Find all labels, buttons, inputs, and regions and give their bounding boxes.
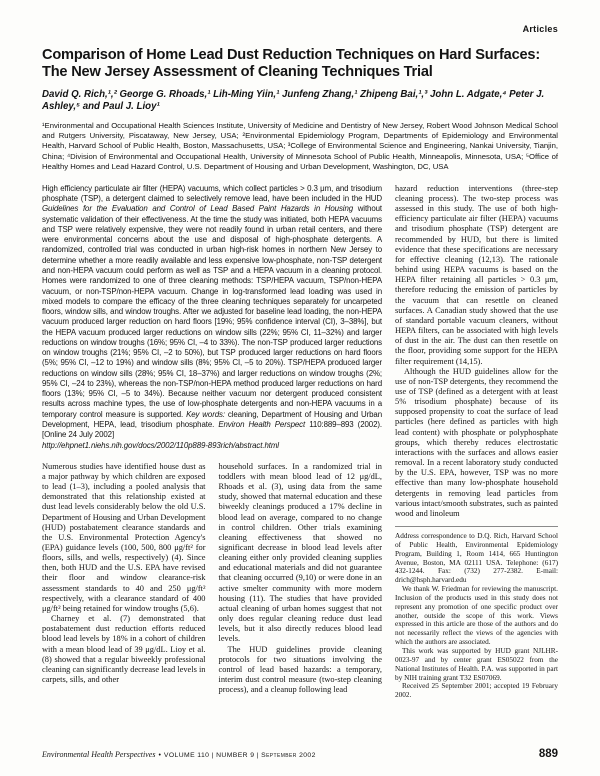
paragraph: household surfaces. In a randomized trial in toddlers with mean blood lead of 12 μg/dL, Rhoads et al. (3), using data from the same study, showed that maternal education and these biweekly cleanings produced a 17% decline in blood lead on average, compared to no change in control children. Other trials examining cleaning effectiveness that showed no significant decrease in blood lead levels after cleaning either only provided cleaning supplies and educational materials and did not guarantee that cleaning occurred (9,10) or were done in an active smelter community with more modern housing (11). The studies that have provided actual cleaning of urban homes suggest that not only does regular cleaning reduce dust lead levels, but it also directly reduces blood lead levels. [218, 461, 382, 644]
funding-note: This work was supported by HUD grant NJLHR-0023-97 and by center grant ES05022 from the National Institutes of Health. P.A. was supported in part by NIH training grant T32 ES07069. [395, 646, 558, 682]
paragraph: Charney et al. (7) demonstrated that postabatement dust reduction efforts reduced blood lead levels by 18% in a cohort of children with a mean blood lead of 39 μg/dL. Lioy et al. (8) showed that a regular biweekly professional cleaning can significantly decrease lead levels in carpets, sills, and other [42, 614, 206, 685]
article-title-line1: Comparison of Home Lead Dust Reduction Techniques on Hard Surfaces: [42, 47, 540, 63]
volume-info: VOLUME 110 | NUMBER 9 | September 2002 [163, 752, 316, 759]
abstract-text-body: without systematic validation of their effectiveness. At the time the study was initiated, both HEPA vacuums and TSP were relatively expensive, they were not readily found in urban retail centers, and there were environmental concerns about the use and disposal of high-phosphate detergents. A randomized, controlled trial was conducted in urban high-risk homes in northern New Jersey to determine whether a more readily available and less expensive low-phosphate, non-TSP detergent and non-HEPA vacuum could perform as well as TSP and a HEPA vacuum in a cleaning protocol. Homes were randomized to one of three cleaning methods: TSP/HEPA vacuum, TSP/non-HEPA vacuum, or non-TSP/non-HEPA vacuum. Change in log-transformed lead loading was used in mixed models to compare the efficacy of the three cleaning techniques separately for uncarpeted floors, window sills, and window troughs. After we adjusted for baseline lead loading, the non-HEPA vacuum produced larger reduction on hard floors [19%; 95% confidence interval (CI), 3–38%], but the HEPA vacuum produced larger reductions on window sills (22%; 95% CI, 11–32%) and larger reductions on window troughs (16%; 95% CI, –4 to 33%). The non-TSP produced larger reductions on window troughs (21%; 95% CI, –2 to 50%), but TSP produced larger reductions on hard floors (5%; 95% CI, –12 to 19%) and window sills (8%; 95% CI, –5 to 20%). TSP/HEPA produced larger reductions on window sills (28%; 95% CI, 18–37%) and larger reductions on window troughs (2%; 95% CI, –24 to 23%), whereas the non-TSP/non-HEPA method produced larger reductions on hard floors (13%; 95% CI, –5 to 34%). Because neither vacuum nor detergent produced consistent results across machine types, the use of low-phosphate detergents and non-HEPA vacuums in a temporary control measure is supported. [42, 204, 382, 419]
paragraph: Numerous studies have identified house dust as a major pathway by which children are exposed to lead (1–3), including a pooled analysis that demonstrated that this relationship existed at dust lead levels considerably below the old U.S. Department of Housing and Urban Development (HUD) postabatement clearance standards and the U.S. Environmental Protection Agency's (EPA) guidance levels (100, 500, 800 μg/ft² for floors, sills, and wells, respectively) (4). Since then, both HUD and the U.S. EPA have revised their floor and window clearance-risk assessment standards to 40 and 250 μg/ft² respectively, with a clearance standard of 400 μg/ft² being retained for window troughs (5,6). [42, 461, 206, 613]
paragraph: hazard reduction interventions (three-step cleaning process). The two-step process was assessed in this study. The use of both high-efficiency particulate air filter (HEPA) vacuums and trisodium phosphate (TSP) detergent are recommended by HUD, but there is limited evidence that these specifications are necessary for effective cleaning (12,13). The rationale behind using HEPA vacuums is based on the HEPA filter retaining all particles > 0.3 μm, therefore reducing the emission of particles by the vacuum that can resettle on cleaned surfaces. A Canadian study showed that the use of standard portable vacuum cleaners, without HEPA filters, can be associated with high levels of dust in the air. The dust can then resettle on the floor, providing some support for the HEPA filter requirement (14,15). [395, 183, 558, 366]
paragraph: The HUD guidelines provide cleaning protocols for two situations involving the control of lead based hazards: a temporary, interim dust control measure (two-step cleaning process), and a cleanup following lead [218, 644, 382, 695]
abstract-citation-journal: Environ Health Perspect [218, 419, 306, 429]
paragraph: Although the HUD guidelines allow for the use of non-TSP detergents, they recommend the use of TSP (defined as a detergent with at least 5% trisodium phosphate) because of its supposed propensity to coat the surface of lead particles (here defined as particles with high lead content) with phosphate or polyphosphate groups, which thereby reduces electrostatic interactions with the surfaces and allows easier removal. In a recent laboratory study conducted by the U.S. EPA, however, TSP was no more effective than many low-phosphate household detergents in removing lead particles from various intact/smooth substrates, such as painted wood and linoleum [395, 366, 558, 518]
author-list: David Q. Rich,¹,² George G. Rhoads,¹ Lih-Ming Yiin,¹ Junfeng Zhang,¹ Zhipeng Bai,¹,³ John L. Adgate,⁴ Peter J. Ashley,⁵ and Paul J. Lioy¹ [42, 88, 545, 113]
abstract-url: http://ehpnet1.niehs.nih.gov/docs/2002/110p889-893rich/abstract.html [42, 441, 279, 451]
section-label: Articles [522, 24, 558, 34]
left-region [42, 184, 382, 700]
correspondence-note: Address correspondence to D.Q. Rich, Harvard School of Public Health, Environmental Epidemiology Program, Building 1, Room 1414, 665 Huntington Avenue, Boston, MA 02111 USA. Telephone: (617) 432-1244. Fax: (732) 277-2382. E-mail: drich@hsph.harvard.edu [395, 532, 558, 585]
page-footer [42, 748, 558, 760]
footnotes-block [395, 526, 558, 700]
affiliations: ¹Environmental and Occupational Health Sciences Institute, University of Medicine and Dentistry of New Jersey, Robert Wood Johnson Medical School and Rutgers University, Piscataway, New Jersey, USA; ²Environmental Epidemiology Program, Departments of Epidemiology and Environmental Health, Harvard School of Public Health, Boston, Massachusetts, USA; ³College of Environmental Science and Engineering, Nankai University, Tianjin, China; ⁴Division of Environmental and Occupational Health, University of Minnesota School of Public Health, Minneapolis, Minnesota, USA; ⁵Office of Healthy Homes and Lead Hazard Control, U.S. Department of Housing and Urban Development, Washington, DC, USA [42, 121, 558, 171]
journal-name: Environmental Health Perspectives [42, 750, 156, 759]
abstract-citation-rest: 110:889–893 (2002). [Online 24 July 2002] [42, 419, 382, 440]
body-column-3 [395, 184, 558, 700]
abstract-keywords: cleaning, Department of Housing and Urban Development, HEPA, lead, trisodium phosphate. [42, 409, 382, 429]
page-number: 889 [538, 748, 558, 760]
body-columns [42, 462, 382, 696]
article-title-line2: The New Jersey Assessment of Cleaning Techniques Trial [42, 63, 433, 80]
body-column-2 [219, 462, 383, 696]
abstract [42, 184, 382, 452]
received-accepted-note: Received 25 September 2001; accepted 19 February 2002. [395, 682, 558, 700]
journal-line [42, 750, 316, 759]
footer-separator: • [158, 752, 161, 759]
abstract-guidelines-title: Guidelines for the Evaluation and Control of Lead Based Paint Hazards in Housing [42, 204, 354, 214]
acknowledgment-note: We thank W. Friedman for reviewing the manuscript. Inclusion of the products used in this study does not represent any promotion of one specific product over another, outside the scope of this work. Views expressed in this article are those of the authors and do not necessarily reflect the views of the agencies with which the authors are associated. [395, 585, 558, 647]
article-title [42, 47, 558, 81]
page-header [42, 24, 558, 34]
abstract-keywords-label: Key words: [186, 409, 228, 419]
article-body [42, 184, 558, 700]
abstract-text-lead: High efficiency particulate air filter (HEPA) vacuums, which collect particles > 0.3 μm, and trisodium phosphate (TSP), a detergent claimed to selectively remove lead, have been included in the HUD [42, 183, 382, 204]
body-column-1 [42, 462, 206, 696]
